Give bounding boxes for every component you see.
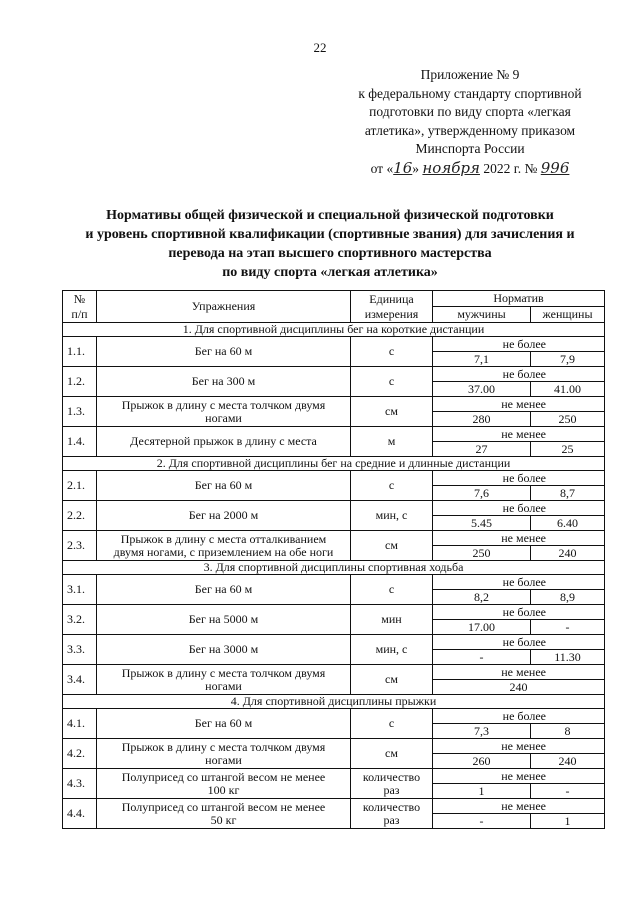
cell-line: Прыжок в длину с места толчком двумя [121,397,326,412]
norm-condition: не более [433,367,605,382]
section-title: 2. Для спортивной дисциплины бег на средние и длинные дистанции [63,457,605,471]
cell-line: Полуприсед со штангой весом не менее [121,769,326,784]
norm-condition: не менее [433,397,605,412]
norm-value-women: 41.00 [531,382,605,397]
unit-cell [351,427,433,457]
unit-cell [351,769,433,799]
date-prefix: от « [370,160,394,176]
section-row [63,695,605,709]
exercise-cell [97,337,351,367]
appendix-line: к федеральному стандарту спортивной [358,85,582,101]
unit-cell [351,471,433,501]
table-row [63,575,605,590]
header-exercise: Упражнения [97,291,351,323]
norm-value-women: - [531,784,605,799]
cell-line: Бег на 300 м [191,374,256,388]
exercise-cell [97,799,351,829]
norm-condition: не более [433,337,605,352]
exercise-cell [97,575,351,605]
row-number: 1.2. [63,367,97,397]
row-number: 1.3. [63,397,97,427]
row-number: 2.3. [63,531,97,561]
cell-line: см [385,404,398,418]
cell-line: Прыжок в длину с места толчком двумя [121,665,326,680]
header-men: мужчины [433,307,531,323]
norm-value-women: 1 [531,814,605,829]
norm-value-men: 17.00 [433,620,531,635]
table-row [63,367,605,382]
order-number: 996 [540,158,570,177]
exercise-cell [97,397,351,427]
table-row [63,531,605,546]
document-title [60,206,600,282]
row-number: 3.2. [63,605,97,635]
norm-value-women: 240 [531,754,605,769]
page-number: 22 [313,40,327,55]
row-number: 1.4. [63,427,97,457]
table-row [63,769,605,784]
cell-line: с [388,716,395,730]
cell-line: мин [381,612,402,626]
row-number: 2.2. [63,501,97,531]
norm-value-women: 8 [531,724,605,739]
norm-condition: не менее [433,769,605,784]
unit-cell [351,367,433,397]
cell-line: Полуприсед со штангой весом не менее [121,799,326,814]
norm-value-men: 7,6 [433,486,531,501]
cell-line: Прыжок в длину с места толчком двумя [121,739,326,754]
unit-cell [351,575,433,605]
unit-cell [351,531,433,561]
section-title: 1. Для спортивной дисциплины бег на короткие дистанции [63,323,605,337]
title-line: Нормативы общей физической и специальной физической подготовки [106,208,554,223]
row-number: 3.1. [63,575,97,605]
cell-line: ногами [205,410,242,425]
cell-line: двумя ногами, с приземлением на обе ноги [113,544,334,559]
section-row [63,323,605,337]
header-women: женщины [531,307,605,323]
unit-cell [351,799,433,829]
norm-value-men: 5.45 [433,516,531,531]
norm-condition: не более [433,471,605,486]
norm-value-women: 8,7 [531,486,605,501]
row-number: 2.1. [63,471,97,501]
row-number: 4.1. [63,709,97,739]
table-row [63,337,605,352]
exercise-cell [97,501,351,531]
cell-line: ногами [205,752,242,767]
cell-line: раз [383,782,400,797]
appendix-line: подготовки по виду спорта «легкая [369,104,571,119]
norm-value-women: 6.40 [531,516,605,531]
norm-condition: не более [433,501,605,516]
title-line: перевода на этап высшего спортивного мастерства [168,246,492,261]
header-num: № п/п [63,291,97,323]
norm-condition: не более [433,635,605,650]
norm-value-men: 7,1 [433,352,531,367]
cell-line: Бег на 60 м [194,716,253,730]
section-row [63,561,605,575]
row-number: 3.3. [63,635,97,665]
norm-value-men: - [433,814,531,829]
unit-cell [351,709,433,739]
header-norm: Норматив [433,291,605,307]
cell-line: см [385,746,398,760]
section-title: 4. Для спортивной дисциплины прыжки [63,695,605,709]
table-row [63,709,605,724]
row-number: 3.4. [63,665,97,695]
appendix-line: атлетика», утвержденному приказом [364,122,576,138]
cell-line: см [385,538,398,552]
exercise-cell [97,769,351,799]
order-day: 16 [393,158,413,177]
exercise-cell [97,605,351,635]
cell-line: Бег на 60 м [194,582,253,596]
table-row [63,739,605,754]
header-unit: Единица измерения [351,291,433,323]
cell-line: количество [362,799,421,814]
cell-line: Десятерной прыжок в длину с места [130,434,317,448]
cell-line: см [385,672,398,686]
norm-condition: не более [433,709,605,724]
cell-line: 50 кг [210,812,237,827]
row-number: 4.4. [63,799,97,829]
order-year: 2022 г. № [483,160,538,176]
norm-value-women: 240 [531,546,605,561]
norm-condition: не менее [433,739,605,754]
table-row [63,635,605,650]
norm-value-both: 240 [433,680,605,695]
exercise-cell [97,471,351,501]
norms-table [62,290,605,829]
norm-condition: не менее [433,665,605,680]
cell-line: Бег на 5000 м [188,612,259,626]
row-number: 1.1. [63,337,97,367]
row-number: 4.3. [63,769,97,799]
norm-condition: не менее [433,799,605,814]
norm-value-women: 8,9 [531,590,605,605]
cell-line: с [388,582,395,596]
table-row [63,501,605,516]
exercise-cell [97,427,351,457]
unit-cell [351,739,433,769]
exercise-cell [97,665,351,695]
cell-line: 100 кг [207,782,240,797]
exercise-cell [97,709,351,739]
norm-condition: не более [433,575,605,590]
norm-value-men: 1 [433,784,531,799]
norm-value-women: - [531,620,605,635]
order-date-line [330,159,610,179]
norm-value-women: 250 [531,412,605,427]
norm-condition: не менее [433,427,605,442]
cell-line: с [388,374,395,388]
norm-condition: не более [433,605,605,620]
exercise-cell [97,367,351,397]
cell-line: Бег на 3000 м [188,642,259,656]
table-row [63,605,605,620]
exercise-cell [97,531,351,561]
cell-line: с [388,478,395,492]
cell-line: с [388,344,395,358]
order-month: ноября [422,158,480,177]
cell-line: Бег на 2000 м [188,508,259,522]
norm-value-men: 8,2 [433,590,531,605]
cell-line: ногами [205,678,242,693]
norm-value-women: 7,9 [531,352,605,367]
norm-value-men: 7,3 [433,724,531,739]
unit-cell [351,337,433,367]
unit-cell [351,501,433,531]
cell-line: Прыжок в длину с места отталкиванием [120,531,327,546]
table-row [63,471,605,486]
cell-line: раз [383,812,400,827]
exercise-cell [97,739,351,769]
norm-value-men: 260 [433,754,531,769]
title-line: и уровень спортивной квалификации (спортивные звания) для зачисления и [85,227,575,242]
norm-value-women: 11.30 [531,650,605,665]
norm-value-men: 250 [433,546,531,561]
section-title: 3. Для спортивной дисциплины спортивная ходьба [63,561,605,575]
row-number: 4.2. [63,739,97,769]
norm-value-men: 27 [433,442,531,457]
table-row [63,427,605,442]
cell-line: Бег на 60 м [194,344,253,358]
cell-line: мин, с [375,508,408,522]
cell-line: количество [362,769,421,784]
exercise-cell [97,635,351,665]
unit-cell [351,635,433,665]
appendix-block [330,66,610,178]
table-row [63,799,605,814]
unit-cell [351,665,433,695]
norm-value-men: 37.00 [433,382,531,397]
norm-value-men: 280 [433,412,531,427]
section-row [63,457,605,471]
cell-line: мин, с [375,642,408,656]
table-row [63,397,605,412]
unit-cell [351,397,433,427]
norm-value-men: - [433,650,531,665]
date-mid: » [412,160,420,176]
title-line: по виду спорта «легкая атлетика» [222,265,438,280]
norm-condition: не менее [433,531,605,546]
cell-line: м [387,434,396,448]
cell-line: Бег на 60 м [194,478,253,492]
appendix-line: Минспорта России [415,141,525,156]
unit-cell [351,605,433,635]
norm-value-women: 25 [531,442,605,457]
appendix-line: Приложение № 9 [420,67,520,82]
table-row [63,665,605,680]
